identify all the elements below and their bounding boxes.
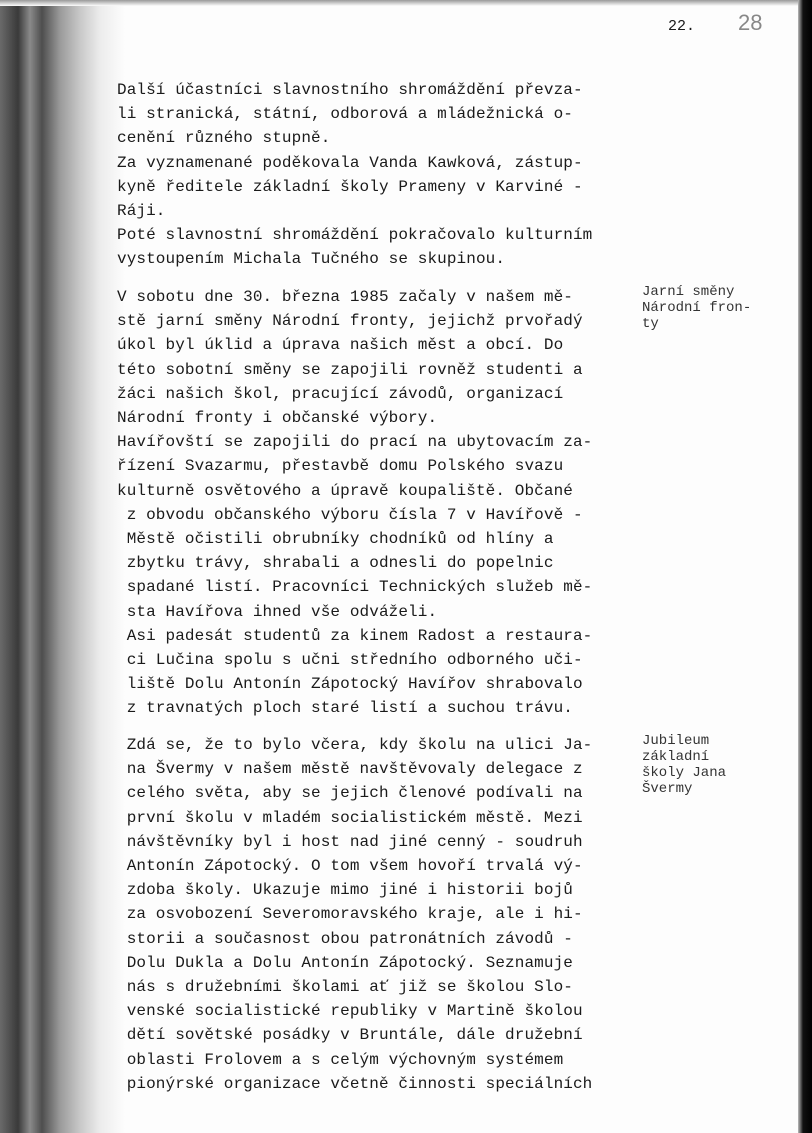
text-line: Národní fronty i občanské výbory. [117,409,438,428]
text-line: Švermy [642,781,693,797]
text-line: liště Dolu Antonín Zápotocký Havířov shrabovalo [117,675,583,694]
text-line: oblasti Frolovem a s celým výchovným systémem [117,1050,564,1069]
paragraph-school-jubilee [117,733,592,1096]
text-line: zdoba školy. Ukazuje mimo jiné i historii bojů [117,881,573,900]
text-line: kulturně osvětového a úpravě koupaliště. Občané [117,481,573,500]
text-line: ci Lučina spolu s učni středního odborného uči- [117,651,583,670]
text-line: celého světa, aby se jejich členové podívali na [117,784,583,803]
text-line: zbytku trávy, shrabali a odnesli do popelnic [117,554,554,573]
text-line: sta Havířova ihned vše odváželi. [117,602,438,621]
text-line: z travnatých ploch staré listí a suchou trávu. [117,699,573,718]
text-line: li stranická, státní, odborová a mládežnická o- [117,105,573,124]
text-line: Havířovští se zapojili do prací na ubytovacím za- [117,433,593,452]
margin-note-school-jubilee [642,733,726,797]
text-line: řízení Svazarmu, přestavbě domu Polského svazu [117,457,564,476]
text-line: návštěvníky byl i host nad jiné cenný - soudruh [117,832,583,851]
text-line: žáci našich škol, pracující závodů, organizací [117,384,564,403]
text-line: Antonín Zápotocký. O tom všem hovoří trvalá vý- [117,857,583,876]
text-line: ty [642,316,659,332]
scan-edge-right [798,0,812,1133]
text-line: Městě očistili obrubníky chodníků od hlíny a [117,530,554,549]
text-line: první školu v mladém socialistickém městě. Mezi [117,808,583,827]
text-line: z obvodu občanského výboru čísla 7 v Havířově - [117,505,583,524]
text-line: za osvobození Severomoravského kraje, ale i hi- [117,905,583,924]
text-line: cenění různého stupně. [117,129,331,148]
text-line: dětí sovětské posádky v Bruntále, dále družební [117,1026,583,1045]
paragraph-spring-shifts [117,285,592,721]
text-line: venské socialistické republiky v Martině školou [117,1002,583,1021]
page-number-typed: 22. [668,18,696,35]
text-line: Zdá se, že to bylo včera, kdy školu na ulici Ja- [117,736,593,754]
text-line: úkol byl úklid a úprava našich měst a obcí. Do [117,336,564,355]
text-line: Ráji. [117,202,166,221]
text-line: stě jarní směny Národní fronty, jejichž prvořadý [117,312,583,331]
text-line: základní [642,749,710,765]
text-line: školy Jana [642,765,727,781]
text-line: Národní fron- [642,300,752,316]
text-line: na Švermy v našem městě navštěvovaly delegace z [117,760,583,779]
scan-edge-left [0,0,125,1133]
text-line: Jubileum [642,733,710,749]
text-line: Další účastníci slavnostního shromáždění převza- [117,81,583,99]
scan-edge-top [0,0,812,6]
text-line: vystoupením Michala Tučného se skupinou. [117,250,506,269]
margin-note-spring-shifts [642,284,751,332]
text-line: Asi padesát studentů za kinem Radost a restaura- [117,626,593,645]
text-line: této sobotní směny se zapojili rovněž studenti a [117,360,583,379]
text-line: pionýrské organizace včetně činnosti speciálních [117,1074,593,1093]
text-line: Za vyznamenané poděkovala Vanda Kawková, zástup- [117,153,583,172]
text-line: Poté slavnostní shromáždění pokračovalo kulturním [117,226,593,245]
text-line: nás s družebními školami ať již se školou Slo- [117,978,573,997]
text-line: V sobotu dne 30. března 1985 začaly v našem mě- [117,288,573,306]
page-number-handwritten: 28 [738,10,763,35]
text-line: spadané listí. Pracovníci Technických služeb mě- [117,578,593,597]
text-line: Dolu Dukla a Dolu Antonín Zápotocký. Seznamuje [117,953,573,972]
text-line: storii a současnost obou patronátních závodů - [117,929,573,948]
text-line: kyně ředitele základní školy Prameny v Karviné - [117,177,583,196]
text-line: Jarní směny [642,284,735,300]
paragraph-ceremony [117,78,592,272]
